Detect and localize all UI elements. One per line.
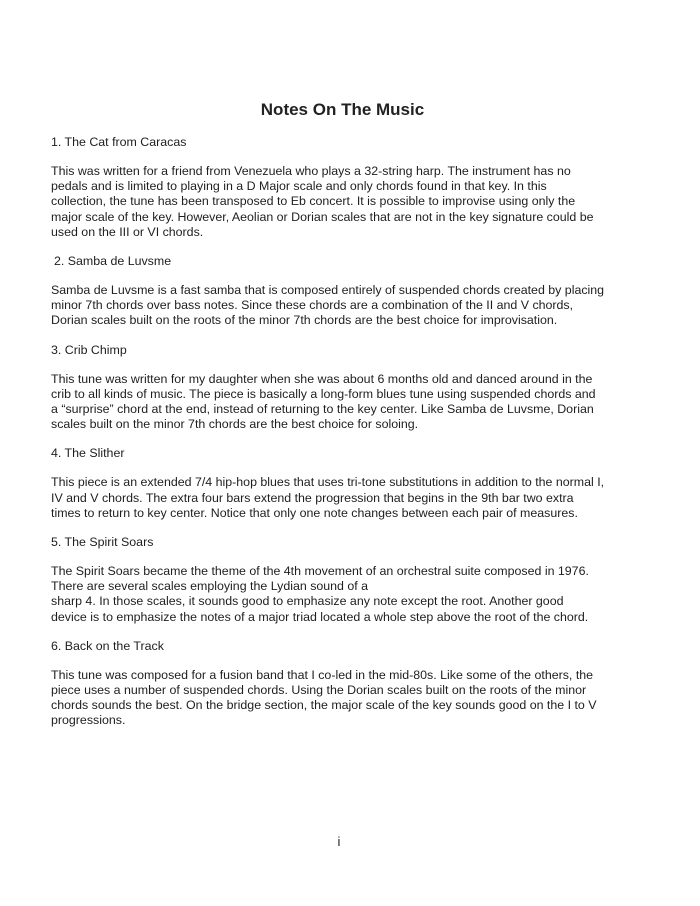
section-paragraph: The Spirit Soars became the theme of the 4th movement of an orchestral suite composed in 1976. There are several scales employing the Lydian sound of a sharp 4. In those scales, it sounds good to emphasize any note except the root. Another good device is to emphasize the notes of a major triad located a whole step above the root of the chord.	[51, 564, 589, 624]
section-back-on-the-track	[51, 639, 631, 729]
section-the-spirit-soars	[51, 535, 631, 625]
section-paragraph: This tune was composed for a fusion band that I co-led in the mid-80s. Like some of the others, the piece uses a number of suspended chords. Using the Dorian scales built on the roots of the minor chords sounds the best. On the bridge section, the major scale of the key sounds good on the I to V progressions.	[51, 667, 597, 728]
page-title: Notes On The Music	[260, 100, 425, 119]
section-samba-de-luvsme	[51, 254, 631, 329]
section-cat-from-caracas	[51, 135, 631, 240]
section-the-slither	[51, 446, 631, 521]
section-paragraph: This was written for a friend from Venezuela who plays a 32-string harp. The instrument has no pedals and is limited to playing in a D Major scale and only chords found in that key. In this collection, the tune has been transposed to Eb concert. It is possible to improvise using only the major scale of the key. However, Aeolian or Dorian scales that are not in the key signature could be used on the III or VI chords.	[51, 164, 594, 239]
section-heading: 2. Samba de Luvsme	[54, 254, 172, 269]
section-paragraph: This tune was written for my daughter when she was about 6 months old and danced around in the crib to all kinds of music. The piece is basically a long-form blues tune using suspended chords and a “surprise” chord at the end, instead of returning to the key center. Like Samba de Luvsme, Dorian scales built on the minor 7th chords are the best choice for soloing.	[51, 371, 596, 432]
section-heading: 5. The Spirit Soars	[51, 535, 154, 550]
section-heading: 6. Back on the Track	[51, 638, 164, 653]
section-heading: 1. The Cat from Caracas	[51, 135, 187, 149]
section-paragraph: Samba de Luvsme is a fast samba that is composed entirely of suspended chords created by placing minor 7th chords over bass notes. Since these chords are a combination of the II and V chords, Dorian scales built on the roots of the minor 7th chords are the best choice for improvisation.	[51, 283, 605, 328]
page-number: i	[337, 834, 341, 849]
section-crib-chimp	[51, 343, 631, 433]
section-heading: 3. Crib Chimp	[51, 342, 127, 357]
notes-content	[51, 135, 631, 743]
section-heading: 4. The Slither	[51, 446, 125, 461]
section-paragraph: This piece is an extended 7/4 hip-hop blues that uses tri-tone substitutions in addition to the normal I, IV and V chords. The extra four bars extend the progression that begins in the 9th bar two extra times to return to key center. Notice that only one note changes between each pair of measures.	[51, 475, 605, 520]
